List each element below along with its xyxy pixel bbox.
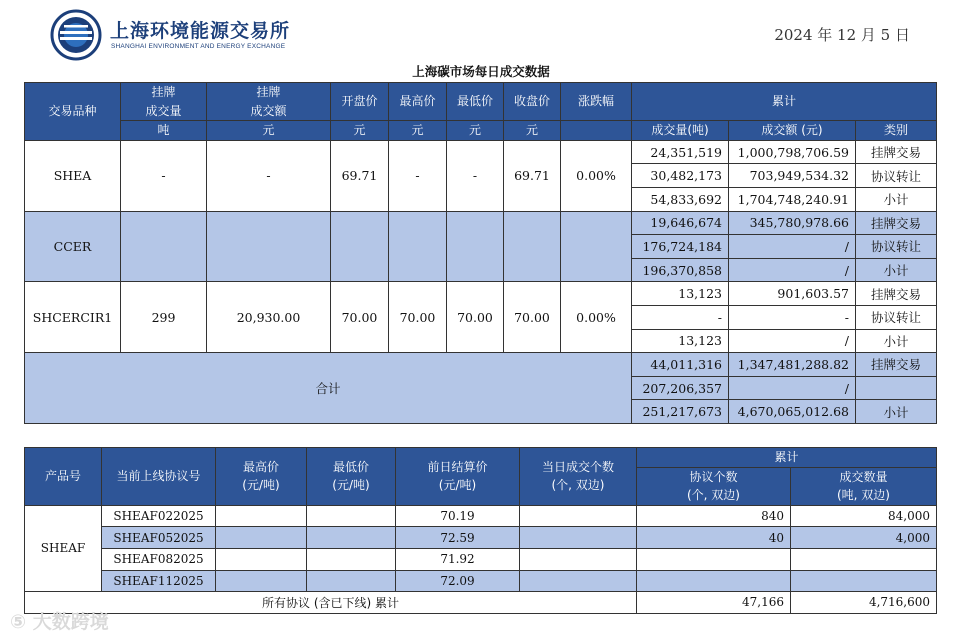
col-header-contract-count: 协议个数 (个, 双边) [637, 467, 791, 505]
category: 小计 [856, 258, 937, 282]
daily-count [520, 570, 637, 592]
cum-amount: 345,780,978.66 [729, 211, 856, 235]
listed-amount: 20,930.00 [207, 282, 331, 353]
page-title: 上海碳市场每日成交数据 [412, 64, 550, 79]
high-price [216, 570, 307, 592]
watermark-text: 大数跨境 [32, 611, 109, 633]
table-row [25, 527, 937, 549]
high-price [216, 548, 307, 570]
col-header-high: 最高价 (元/吨) [216, 448, 307, 506]
open-price: 70.00 [331, 282, 389, 353]
listed-volume: - [121, 140, 207, 211]
contract-code: SHEAF082025 [102, 548, 216, 570]
table-row [25, 282, 937, 306]
category: 小计 [856, 329, 937, 353]
price-change: 0.00% [561, 140, 632, 211]
high-price [216, 505, 307, 527]
unit-yuan: 元 [447, 121, 504, 141]
col-header-settlement: 前日结算价 (元/吨) [396, 448, 520, 506]
unit-ton: 吨 [121, 121, 207, 141]
cum-amount: 1,000,798,706.59 [729, 140, 856, 164]
table-row [25, 505, 937, 527]
settlement-price: 71.92 [396, 548, 520, 570]
org-name-cn: 上海环境能源交易所 [110, 20, 291, 42]
report-date: 2024 年 12 月 5 日 [774, 26, 910, 44]
cum-volume: 19,646,674 [632, 211, 729, 235]
category [856, 376, 937, 400]
category: 协议转让 [856, 305, 937, 329]
cum-volume: 24,351,519 [632, 140, 729, 164]
listed-volume [121, 211, 207, 282]
category: 挂牌交易 [856, 211, 937, 235]
category: 挂牌交易 [856, 282, 937, 306]
category: 协议转让 [856, 235, 937, 259]
unit-yuan: 元 [389, 121, 447, 141]
price-change: 0.00% [561, 282, 632, 353]
cum-volume: 13,123 [632, 329, 729, 353]
high-price: 70.00 [389, 282, 447, 353]
cum-amount: 1,347,481,288.82 [729, 353, 856, 377]
trade-quantity: 4,000 [791, 527, 937, 549]
cum-volume: 54,833,692 [632, 187, 729, 211]
daily-count [520, 505, 637, 527]
cum-amount: / [729, 235, 856, 259]
watermark [10, 607, 109, 634]
cum-amount: / [729, 376, 856, 400]
low-price [307, 570, 396, 592]
high-price [389, 211, 447, 282]
unit-yuan: 元 [207, 121, 331, 141]
col-header-cum-volume: 成交量(吨) [632, 121, 729, 141]
cum-volume: 196,370,858 [632, 258, 729, 282]
col-header-contract: 当前上线协议号 [102, 448, 216, 506]
variety-name: CCER [25, 211, 121, 282]
col-header-variety: 交易品种 [25, 83, 121, 141]
contract-count [637, 570, 791, 592]
org-name-en: SHANGHAI ENVIRONMENT AND ENERGY EXCHANGE [111, 43, 286, 50]
trade-quantity [791, 570, 937, 592]
col-header-daily-count: 当日成交个数 (个, 双边) [520, 448, 637, 506]
col-header-cumulative: 累计 [632, 83, 937, 121]
price-change [561, 211, 632, 282]
col-header-listed-amount: 挂牌 成交额 [207, 83, 331, 121]
low-price [307, 548, 396, 570]
settlement-price: 72.09 [396, 570, 520, 592]
cum-amount: 703,949,534.32 [729, 164, 856, 188]
col-header-high: 最高价 [389, 83, 447, 121]
daily-trading-table [24, 82, 937, 424]
cum-amount: 1,704,748,240.91 [729, 187, 856, 211]
table-row [25, 570, 937, 592]
col-header-close: 收盘价 [504, 83, 561, 121]
category: 挂牌交易 [856, 353, 937, 377]
variety-name: SHCERCIR1 [25, 282, 121, 353]
unit-blank [561, 121, 632, 141]
cum-volume: 207,206,357 [632, 376, 729, 400]
cum-volume: 30,482,173 [632, 164, 729, 188]
col-header-category: 类别 [856, 121, 937, 141]
listed-amount [207, 211, 331, 282]
cum-volume: 44,011,316 [632, 353, 729, 377]
col-header-trade-quantity: 成交数量 (吨, 双边) [791, 467, 937, 505]
contract-code: SHEAF052025 [102, 527, 216, 549]
page-header [0, 0, 962, 62]
product-code: SHEAF [25, 505, 102, 591]
trade-quantity [791, 548, 937, 570]
table-row [25, 548, 937, 570]
category: 协议转让 [856, 164, 937, 188]
open-price [331, 211, 389, 282]
low-price: 70.00 [447, 282, 504, 353]
open-price: 69.71 [331, 140, 389, 211]
trade-quantity: 84,000 [791, 505, 937, 527]
category: 小计 [856, 400, 937, 424]
unit-yuan: 元 [504, 121, 561, 141]
cum-amount: 4,670,065,012.68 [729, 400, 856, 424]
low-price [307, 527, 396, 549]
listed-amount: - [207, 140, 331, 211]
total-contract-count: 47,166 [637, 592, 791, 614]
table-row [25, 211, 937, 235]
daily-count [520, 548, 637, 570]
cum-amount: - [729, 305, 856, 329]
low-price [447, 211, 504, 282]
col-header-product: 产品号 [25, 448, 102, 506]
unit-yuan: 元 [331, 121, 389, 141]
total-trade-quantity: 4,716,600 [791, 592, 937, 614]
variety-name: SHEA [25, 140, 121, 211]
col-header-low: 最低价 (元/吨) [307, 448, 396, 506]
table-row [25, 140, 937, 164]
low-price: - [447, 140, 504, 211]
col-header-change: 涨跌幅 [561, 83, 632, 121]
cum-volume: - [632, 305, 729, 329]
cum-volume: 176,724,184 [632, 235, 729, 259]
watermark-logo-icon: ⑤ [10, 611, 27, 633]
daily-count [520, 527, 637, 549]
cum-amount: / [729, 258, 856, 282]
col-header-cum-amount: 成交额 (元) [729, 121, 856, 141]
settlement-price: 72.59 [396, 527, 520, 549]
cum-amount: / [729, 329, 856, 353]
total-label: 所有协议 (含已下线) 累计 [25, 592, 637, 614]
category: 小计 [856, 187, 937, 211]
high-price [216, 527, 307, 549]
contract-count: 840 [637, 505, 791, 527]
low-price [307, 505, 396, 527]
contract-code: SHEAF022025 [102, 505, 216, 527]
category: 挂牌交易 [856, 140, 937, 164]
cum-amount: 901,603.57 [729, 282, 856, 306]
contract-count: 40 [637, 527, 791, 549]
close-price [504, 211, 561, 282]
settlement-price: 70.19 [396, 505, 520, 527]
high-price: - [389, 140, 447, 211]
futures-table [24, 447, 937, 614]
contract-count [637, 548, 791, 570]
total-label: 合计 [25, 353, 632, 424]
col-header-listed-volume: 挂牌 成交量 [121, 83, 207, 121]
col-header-low: 最低价 [447, 83, 504, 121]
cum-volume: 13,123 [632, 282, 729, 306]
close-price: 70.00 [504, 282, 561, 353]
contract-code: SHEAF112025 [102, 570, 216, 592]
listed-volume: 299 [121, 282, 207, 353]
cum-volume: 251,217,673 [632, 400, 729, 424]
exchange-logo-icon [50, 9, 102, 61]
close-price: 69.71 [504, 140, 561, 211]
col-header-cumulative: 累计 [637, 448, 937, 468]
col-header-open: 开盘价 [331, 83, 389, 121]
total-row [25, 592, 937, 614]
total-row [25, 353, 937, 377]
